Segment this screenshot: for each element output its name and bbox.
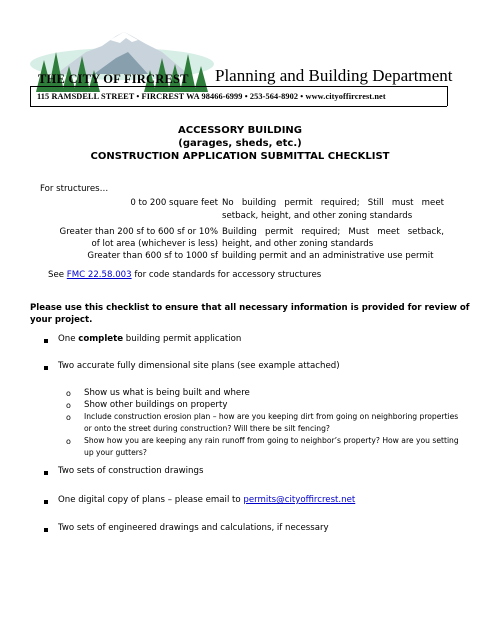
requirement-text: Building permit required; Must meet setback, (222, 227, 444, 237)
circle-bullet-icon: o (66, 437, 71, 446)
sub-item: up your gutters? (84, 448, 147, 457)
bullet-icon (44, 366, 48, 370)
bullet-icon (44, 500, 48, 504)
doc-title-line1: ACCESSORY BUILDING (177, 125, 302, 136)
instructions-line1: Please use this checklist to ensure that all necessary information is provided for review of (30, 303, 470, 313)
bullet-icon (44, 339, 48, 343)
sub-item: Show other buildings on property (84, 400, 228, 410)
department-name: Planning and Building Department (215, 66, 453, 85)
item-text: building permit application (123, 334, 242, 344)
code-reference (48, 270, 321, 280)
see-suffix: for code standards for accessory structures (131, 270, 322, 280)
fmc-code-link[interactable]: FMC 22.58.003 (66, 270, 132, 280)
size-range: Greater than 200 sf to 600 sf or 10% (59, 227, 218, 237)
sub-item: Show how you are keeping any rain runoff from going to neighbor’s property? How are you setting (84, 436, 459, 445)
bullet-icon (44, 528, 48, 532)
checklist-item-site-plans: Two accurate fully dimensional site plans (see example attached) (58, 361, 340, 371)
requirement-text: No building permit required; Still must meet (222, 198, 444, 208)
requirement-text: setback, height, and other zoning standards (222, 211, 413, 221)
city-name: THE CITY OF FIRCREST (38, 72, 189, 86)
header-bottom-rule (30, 106, 447, 107)
size-range: Greater than 600 sf to 1000 sf (87, 251, 218, 261)
header-left-rule (30, 86, 31, 106)
circle-bullet-icon: o (66, 389, 71, 398)
item-text: One (58, 334, 79, 344)
size-range: of lot area (whichever is less) (91, 239, 218, 249)
circle-bullet-icon: o (66, 413, 71, 422)
sub-item: Include construction erosion plan – how are you keeping dirt from going on neighboring properties (84, 412, 459, 421)
size-range: 0 to 200 square feet (130, 198, 218, 208)
structures-intro: For structures… (40, 184, 109, 194)
doc-title-line3: CONSTRUCTION APPLICATION SUBMITTAL CHECKLIST (90, 151, 390, 162)
item-text: One digital copy of plans – please email to (58, 495, 244, 505)
item-emphasis: complete (78, 334, 124, 344)
header-top-rule (30, 86, 447, 87)
requirement-text: building permit and an administrative use permit (222, 251, 434, 261)
checklist-item-construction-drawings: Two sets of construction drawings (58, 466, 204, 476)
checklist-item-application (58, 334, 241, 344)
requirement-text: height, and other zoning standards (222, 239, 374, 249)
header-right-rule (447, 86, 448, 106)
instructions-line2: your project. (30, 315, 93, 325)
permits-email-link[interactable]: permits@cityoffircrest.net (243, 495, 356, 505)
bullet-icon (44, 471, 48, 475)
doc-title-line2: (garages, sheds, etc.) (178, 138, 302, 149)
address-line: 115 RAMSDELL STREET • FIRCREST WA 98466-6999 • 253-564-8902 • www.cityoffircrest.net (37, 92, 386, 101)
checklist-item-engineered-drawings: Two sets of engineered drawings and calculations, if necessary (58, 523, 329, 533)
sub-item: Show us what is being built and where (84, 388, 250, 398)
see-prefix: See (48, 270, 67, 280)
checklist-item-digital-copy (58, 495, 355, 505)
circle-bullet-icon: o (66, 401, 71, 410)
sub-item: or onto the street during construction? Will there be silt fencing? (84, 424, 330, 433)
